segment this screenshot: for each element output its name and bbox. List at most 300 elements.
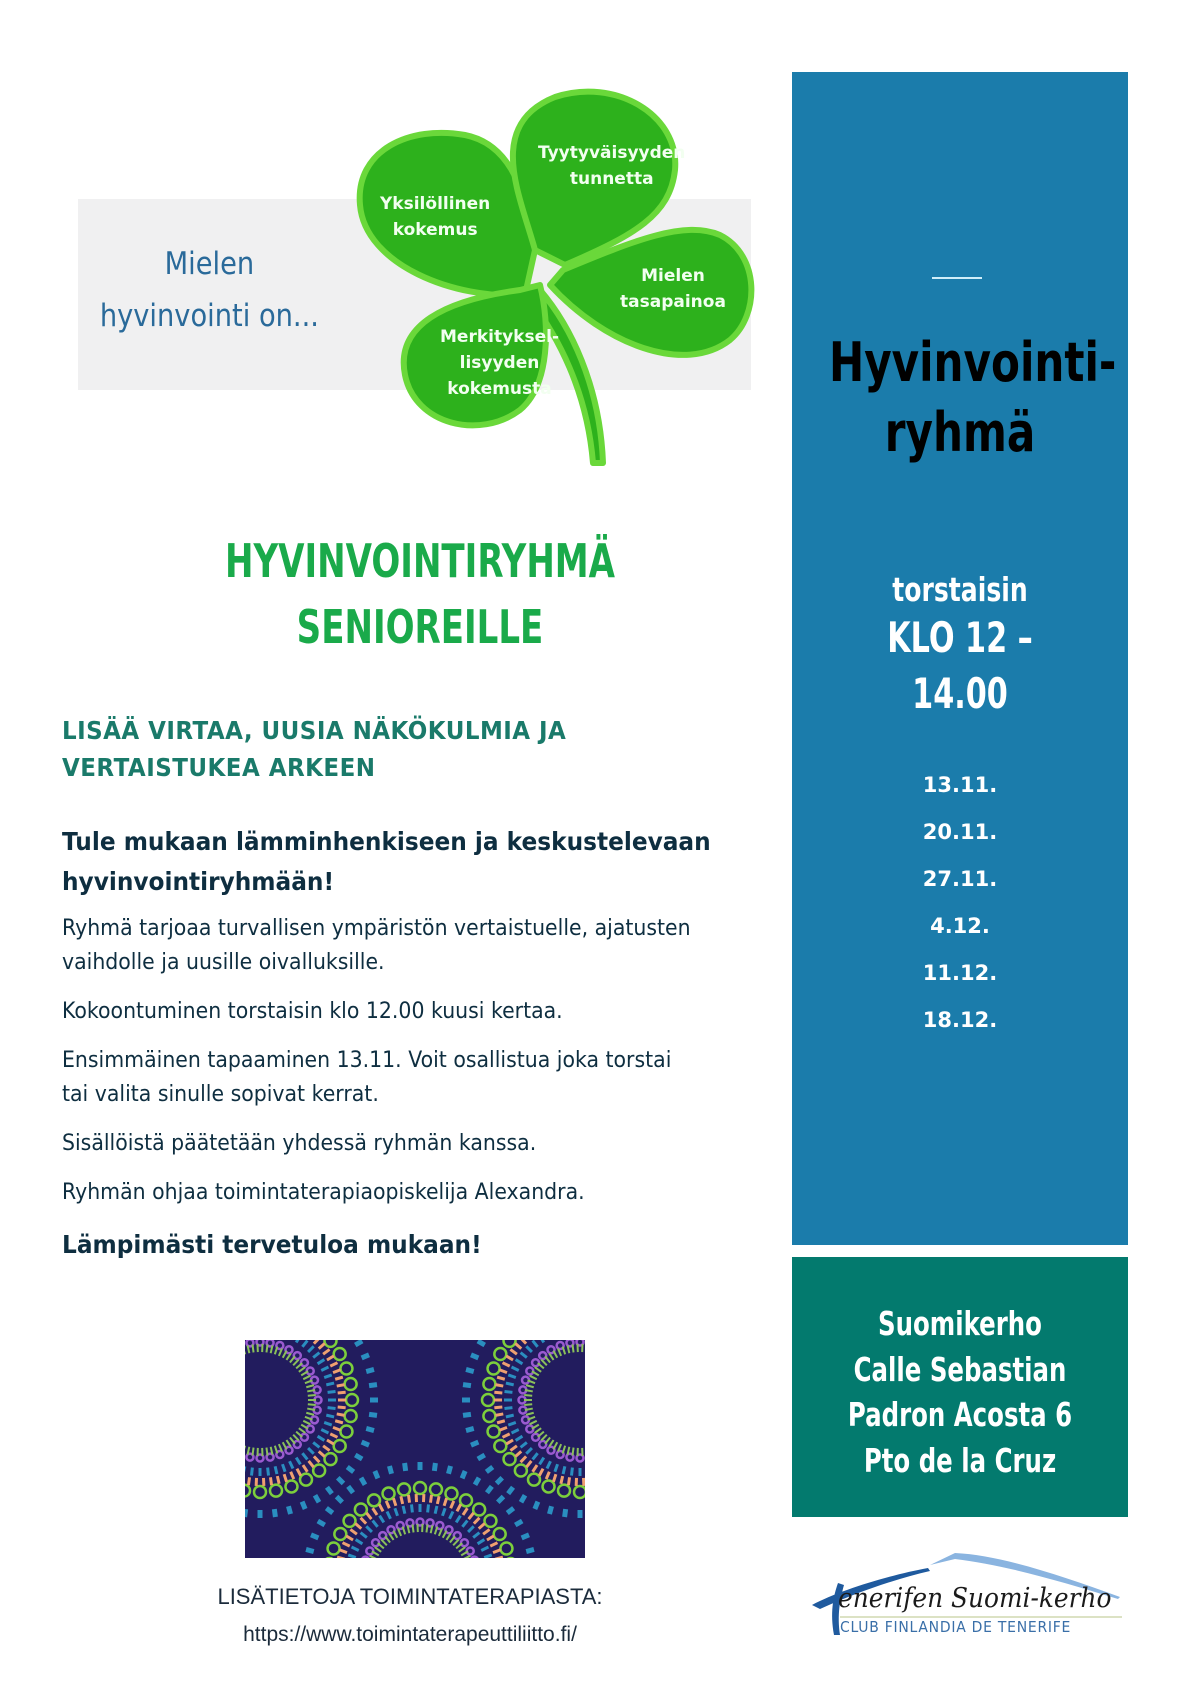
pattern-dot xyxy=(340,1425,352,1437)
paragraph-line: tai valita sinulle sopivat kerrat. xyxy=(62,1082,379,1107)
pattern-tick xyxy=(553,1351,557,1358)
closing-text: Lämpimästi tervetuloa mukaan! xyxy=(62,1230,482,1259)
pattern-tick xyxy=(563,1466,565,1474)
pattern-dot xyxy=(543,1480,555,1492)
pattern-tick xyxy=(512,1430,519,1433)
pattern-tick xyxy=(327,1440,334,1444)
date-item: 27.11. xyxy=(922,867,998,891)
pattern-tick xyxy=(362,1442,369,1445)
pattern-tick xyxy=(395,1508,398,1516)
address-line: Pto de la Cruz xyxy=(863,1440,1057,1480)
clover-leaf-label xyxy=(538,140,685,192)
pattern-dot xyxy=(414,1482,426,1494)
pattern-dot xyxy=(539,1352,546,1359)
pattern-tick xyxy=(507,1508,513,1513)
pattern-tick xyxy=(530,1376,537,1379)
pattern-dot xyxy=(445,1488,457,1500)
leaf-label-line: Merkityksel- xyxy=(440,327,560,347)
pattern-dot xyxy=(345,1378,357,1390)
pattern-dot xyxy=(494,1528,506,1540)
leaf-label-line: Yksilöllinen xyxy=(380,194,491,214)
pattern-tick xyxy=(366,1369,374,1371)
leaf-label-line: lisyyden xyxy=(459,353,540,373)
page-title xyxy=(154,528,687,660)
pattern-tick xyxy=(335,1421,343,1423)
pattern-tick xyxy=(275,1347,277,1355)
pattern-tick xyxy=(306,1549,314,1551)
pattern-tick xyxy=(381,1540,387,1546)
pattern-tick xyxy=(326,1508,332,1513)
pattern-tick xyxy=(297,1469,301,1476)
pattern-tick xyxy=(355,1341,362,1345)
pattern-tick xyxy=(337,1497,343,1503)
pattern-tick xyxy=(375,1471,378,1478)
pattern-dot xyxy=(504,1340,516,1347)
leaf-label-line: kokemusta xyxy=(447,379,552,399)
paragraph-line: Kokoontuminen torstaisin klo 12.00 kuusi kertaa. xyxy=(62,999,563,1024)
pattern-tick xyxy=(373,1521,378,1527)
pattern-tick xyxy=(408,1495,409,1503)
pattern-tick xyxy=(315,1495,319,1502)
pattern-tick xyxy=(526,1461,531,1467)
paragraph-line: Ryhmä tarjoaa turvallisen ympäristön vertaistuelle, ajatusten xyxy=(62,916,691,941)
pattern-tick xyxy=(338,1407,346,1408)
pattern-tick xyxy=(346,1536,353,1540)
address-line: Suomikerho xyxy=(878,1304,1042,1343)
pattern-tick xyxy=(541,1360,547,1366)
tagline-line: VERTAISTUKEA ARKEEN xyxy=(62,753,376,782)
pattern-tick xyxy=(327,1356,334,1360)
pattern-tick xyxy=(504,1408,512,1409)
pattern-dot xyxy=(483,1410,495,1422)
pattern-tick xyxy=(553,1442,557,1449)
pattern-tick xyxy=(306,1385,314,1387)
pattern-tick xyxy=(302,1341,307,1347)
pattern-tick xyxy=(313,1353,319,1358)
pattern-tick xyxy=(530,1421,537,1424)
pattern-dot xyxy=(532,1434,539,1441)
pattern-tick xyxy=(478,1341,485,1345)
pattern-tick xyxy=(333,1370,340,1373)
pattern-tick xyxy=(284,1474,286,1482)
tagline xyxy=(62,712,706,786)
pattern-tick xyxy=(361,1518,367,1524)
pattern-tick xyxy=(462,1521,467,1527)
pattern-tick xyxy=(252,1345,253,1353)
clover-leaf-label xyxy=(380,191,490,243)
pattern-tick xyxy=(369,1385,377,1386)
pattern-tick xyxy=(293,1435,299,1441)
pattern-tick xyxy=(311,1535,318,1538)
pattern-tick xyxy=(473,1533,479,1538)
pattern-dot xyxy=(340,1363,352,1375)
pattern-tick xyxy=(487,1536,494,1540)
leaf-label-line: tasapainoa xyxy=(620,292,726,312)
banner-heading-line: hyvinvointi on... xyxy=(99,298,319,334)
pattern-tick xyxy=(510,1349,516,1354)
paragraph-line: Ryhmän ohjaa toimintaterapiaopiskelija Alexandra. xyxy=(62,1180,585,1205)
pattern-tick xyxy=(497,1377,505,1379)
page-title-line: HYVINVOINTIRYHMÄ xyxy=(224,534,616,588)
paragraph xyxy=(62,912,787,980)
pattern-tick xyxy=(474,1518,480,1524)
pattern-tick xyxy=(403,1506,405,1514)
pattern-tick xyxy=(348,1555,356,1558)
date-item: 13.11. xyxy=(922,773,998,797)
pattern-dot xyxy=(324,1340,336,1347)
more-info-label: LISÄTIETOJA TOIMINTATERAPIASTA: xyxy=(217,1584,603,1609)
pattern-tick xyxy=(335,1377,343,1379)
pattern-tick xyxy=(541,1435,547,1441)
pattern-tick xyxy=(503,1434,510,1437)
pattern-tick xyxy=(521,1442,527,1447)
pattern-tick xyxy=(494,1407,502,1408)
pattern-dot xyxy=(301,1359,308,1366)
pattern-tick xyxy=(313,1442,319,1447)
time-label: KLO 12 – 14.00 xyxy=(887,613,1033,718)
pattern-tick xyxy=(533,1341,538,1347)
pattern-tick xyxy=(251,1468,252,1476)
weekday-label: torstaisin xyxy=(892,570,1028,609)
mandala-pattern-image xyxy=(245,1340,585,1558)
pattern-tick xyxy=(375,1547,381,1552)
pattern-tick xyxy=(565,1509,566,1517)
pattern-tick xyxy=(515,1343,521,1348)
pattern-tick xyxy=(526,1385,534,1387)
pattern-tick xyxy=(468,1526,474,1532)
leaf-label-line: kokemus xyxy=(392,220,478,240)
pattern-tick xyxy=(457,1504,461,1511)
pattern-tick xyxy=(302,1453,307,1459)
pattern-tick xyxy=(526,1346,532,1352)
paragraph-line: Ensimmäinen tapaaminen 13.11. Voit osallistua joka torstai xyxy=(62,1048,672,1073)
pattern-tick xyxy=(510,1446,516,1451)
pattern-tick xyxy=(495,1385,503,1386)
pattern-tick xyxy=(463,1414,471,1415)
leaf-label-line: Mielen xyxy=(641,266,705,286)
pattern-tick xyxy=(355,1455,362,1459)
pattern-tick xyxy=(252,1448,253,1456)
pattern-tick xyxy=(324,1422,332,1425)
pattern-dot xyxy=(539,1441,546,1448)
pattern-tick xyxy=(540,1340,544,1342)
paragraph xyxy=(62,1044,787,1112)
pattern-tick xyxy=(314,1340,320,1344)
pattern-tick xyxy=(471,1442,478,1445)
pattern-tick xyxy=(412,1525,413,1533)
pattern-tick xyxy=(389,1466,391,1474)
pattern-tick xyxy=(435,1506,437,1514)
pattern-tick xyxy=(521,1340,527,1344)
pattern-tick xyxy=(356,1540,363,1544)
pattern-tick xyxy=(490,1543,497,1546)
pattern-tick xyxy=(535,1428,541,1433)
pattern-dot xyxy=(294,1352,301,1359)
pattern-dot xyxy=(504,1453,516,1465)
pattern-tick xyxy=(366,1526,372,1532)
leaf-label-line: Tyytyväisyyden xyxy=(538,143,686,163)
pattern-tick xyxy=(463,1508,467,1515)
pattern-tick xyxy=(469,1513,474,1519)
pattern-tick xyxy=(324,1375,332,1378)
pattern-tick xyxy=(506,1440,513,1444)
pattern-tick xyxy=(274,1509,275,1517)
paragraph xyxy=(62,1176,787,1210)
pattern-tick xyxy=(299,1367,305,1372)
pattern-tick xyxy=(503,1363,510,1366)
paragraph xyxy=(62,1127,787,1161)
pattern-dot xyxy=(355,1504,367,1516)
pattern-dot xyxy=(254,1486,266,1498)
pattern-tick xyxy=(348,1486,353,1492)
pattern-tick xyxy=(326,1415,334,1417)
pattern-tick xyxy=(373,1508,377,1515)
date-item: 20.11. xyxy=(922,820,998,844)
pattern-tick xyxy=(405,1463,406,1471)
pattern-tick xyxy=(506,1383,514,1385)
clover-leaf-label xyxy=(440,324,559,402)
pattern-tick xyxy=(330,1434,337,1437)
pattern-tick xyxy=(450,1536,455,1542)
pattern-tick xyxy=(444,1498,446,1506)
pattern-tick xyxy=(337,1557,345,1558)
pattern-dot xyxy=(344,1515,356,1527)
pattern-tick xyxy=(352,1547,359,1550)
pattern-tick xyxy=(555,1464,558,1472)
pattern-tick xyxy=(347,1467,353,1472)
clover-leaf-label xyxy=(620,263,726,315)
pattern-tick xyxy=(303,1421,310,1424)
more-info-link[interactable]: https://www.toimintaterapeuttiliitto.fi/ xyxy=(243,1623,577,1646)
pattern-tick xyxy=(481,1547,488,1550)
pattern-tick xyxy=(361,1533,367,1538)
pattern-tick xyxy=(333,1427,340,1430)
pattern-tick xyxy=(326,1383,334,1385)
pattern-tick xyxy=(462,1471,465,1478)
banner-heading-line: Mielen xyxy=(164,246,255,282)
pattern-tick xyxy=(318,1436,325,1440)
pattern-tick xyxy=(437,1496,439,1504)
pattern-tick xyxy=(369,1414,377,1415)
pattern-tick xyxy=(327,1487,332,1493)
pattern-dot xyxy=(494,1440,506,1452)
pattern-tick xyxy=(487,1486,492,1492)
pattern-dot xyxy=(328,1543,340,1555)
pattern-tick xyxy=(321,1430,328,1433)
pattern-tick xyxy=(515,1521,522,1525)
pattern-tick xyxy=(291,1472,294,1479)
pattern-dot xyxy=(372,1539,379,1546)
pattern-tick xyxy=(403,1527,405,1535)
pattern-dot xyxy=(345,1410,357,1422)
pattern-tick xyxy=(471,1355,478,1358)
pattern-tick xyxy=(540,1458,544,1465)
pattern-tick xyxy=(522,1535,529,1538)
tagline-line: LISÄÄ VIRTAA, UUSIA NÄKÖKULMIA JA xyxy=(62,716,567,745)
pattern-tick xyxy=(337,1414,345,1415)
pattern-dot xyxy=(483,1378,495,1390)
pattern-tick xyxy=(355,1523,361,1528)
pattern-tick xyxy=(288,1506,290,1514)
pattern-tick xyxy=(370,1556,377,1558)
pattern-tick xyxy=(486,1467,492,1472)
pattern-tick xyxy=(572,1345,573,1353)
pattern-tick xyxy=(428,1504,429,1512)
pattern-tick xyxy=(339,1550,346,1553)
pattern-dot xyxy=(473,1504,485,1516)
pattern-tick xyxy=(296,1458,300,1465)
pattern-tick xyxy=(483,1529,489,1534)
pattern-tick xyxy=(545,1356,550,1362)
pattern-tick xyxy=(521,1495,525,1502)
pattern-tick xyxy=(497,1421,505,1423)
pattern-tick xyxy=(306,1413,314,1415)
pattern-tick xyxy=(463,1385,471,1386)
pattern-tick xyxy=(302,1502,305,1509)
pattern-tick xyxy=(456,1516,460,1523)
pattern-tick xyxy=(366,1513,371,1519)
pattern-tick xyxy=(549,1506,551,1514)
pattern-tick xyxy=(308,1448,314,1454)
pattern-tick xyxy=(362,1355,369,1358)
pattern-dot xyxy=(488,1425,500,1437)
pattern-tick xyxy=(475,1478,479,1485)
lead-text xyxy=(62,822,769,902)
pattern-tick xyxy=(563,1446,565,1454)
pattern-tick xyxy=(453,1540,459,1546)
pattern-tick xyxy=(393,1531,397,1538)
leaf-label-line: tunnetta xyxy=(569,169,654,189)
pattern-dot xyxy=(454,1532,461,1539)
pattern-tick xyxy=(307,1390,315,1391)
pattern-tick xyxy=(466,1428,474,1430)
club-logo xyxy=(800,1535,1130,1635)
pattern-tick xyxy=(319,1451,325,1456)
pattern-tick xyxy=(338,1392,346,1393)
pattern-tick xyxy=(426,1525,427,1533)
pattern-tick xyxy=(521,1456,527,1462)
pattern-dot xyxy=(500,1543,512,1555)
pattern-dot xyxy=(488,1363,500,1375)
banner-heading xyxy=(95,238,324,342)
pattern-tick xyxy=(319,1343,325,1348)
pattern-dot xyxy=(528,1474,540,1486)
pattern-tick xyxy=(479,1523,485,1528)
pattern-tick xyxy=(571,1468,572,1476)
pattern-tick xyxy=(293,1360,299,1366)
logo-name: enerifen Suomi-kerho xyxy=(838,1583,1112,1614)
pattern-tick xyxy=(328,1391,336,1392)
pattern-tick xyxy=(526,1413,534,1415)
sidebar-title-line: ryhmä xyxy=(884,401,1036,464)
pattern-tick xyxy=(308,1346,314,1352)
pattern-tick xyxy=(323,1349,329,1354)
page-title-line: SENIOREILLE xyxy=(296,600,544,654)
pattern-tick xyxy=(506,1356,513,1360)
pattern-tick xyxy=(386,1501,389,1508)
pattern-dot xyxy=(368,1494,380,1506)
pattern-dot xyxy=(346,1394,358,1406)
pattern-tick xyxy=(484,1555,492,1558)
pattern-tick xyxy=(478,1540,485,1544)
pattern-tick xyxy=(497,1478,503,1484)
divider xyxy=(932,277,982,279)
pattern-dot xyxy=(379,1532,386,1539)
pattern-tick xyxy=(290,1461,293,1468)
pattern-tick xyxy=(303,1376,310,1379)
pattern-tick xyxy=(308,1395,316,1396)
pattern-dot xyxy=(430,1483,442,1495)
pattern-tick xyxy=(442,1508,445,1516)
pattern-tick xyxy=(545,1438,550,1444)
pattern-dot xyxy=(245,1485,250,1497)
pattern-dot xyxy=(362,1557,369,1558)
pattern-tick xyxy=(553,1474,555,1482)
lead-line: hyvinvointiryhmään! xyxy=(62,867,335,896)
pattern-tick xyxy=(387,1512,390,1519)
pattern-tick xyxy=(535,1502,538,1509)
date-item: 18.12. xyxy=(922,1008,998,1032)
pattern-tick xyxy=(499,1427,506,1430)
date-list xyxy=(792,762,1128,1044)
description xyxy=(62,822,782,1265)
pattern-tick xyxy=(275,1446,277,1454)
logo-subtitle: CLUB FINLANDIA DE TENERIFE xyxy=(840,1618,1072,1636)
pattern-tick xyxy=(277,1476,279,1484)
pattern-tick xyxy=(508,1422,516,1425)
pattern-tick xyxy=(526,1448,532,1454)
pattern-tick xyxy=(266,1345,267,1353)
pattern-tick xyxy=(561,1476,563,1484)
pattern-tick xyxy=(350,1529,356,1534)
pattern-tick xyxy=(499,1370,506,1373)
pattern-tick xyxy=(338,1478,344,1484)
pattern-tick xyxy=(321,1367,328,1370)
pattern-tick xyxy=(385,1536,390,1542)
pattern-tick xyxy=(539,1469,543,1476)
pattern-tick xyxy=(337,1385,345,1386)
pattern-dot xyxy=(301,1434,308,1441)
pattern-tick xyxy=(524,1404,532,1405)
pattern-dot xyxy=(313,1464,325,1476)
pattern-tick xyxy=(572,1448,573,1456)
pattern-dot xyxy=(398,1483,410,1495)
pattern-tick xyxy=(282,1464,285,1472)
pattern-dot xyxy=(334,1528,346,1540)
pattern-tick xyxy=(366,1428,374,1430)
pattern-tick xyxy=(495,1557,503,1558)
sidebar-title xyxy=(828,328,1117,468)
pattern-tick xyxy=(493,1550,500,1553)
pattern-tick xyxy=(563,1347,565,1355)
pattern-tick xyxy=(283,1442,287,1449)
pattern-tick xyxy=(533,1465,537,1472)
pattern-tick xyxy=(495,1414,503,1415)
pattern-tick xyxy=(516,1360,523,1364)
pattern-tick xyxy=(525,1390,533,1391)
address-line: Calle Sebastian xyxy=(853,1349,1067,1389)
paragraph xyxy=(62,995,787,1029)
pattern-tick xyxy=(526,1549,534,1551)
pattern-tick xyxy=(401,1496,403,1504)
pattern-tick xyxy=(516,1436,523,1440)
pattern-tick xyxy=(547,1461,550,1468)
pattern-dot xyxy=(460,1494,472,1506)
pattern-dot xyxy=(471,1557,478,1558)
pattern-tick xyxy=(450,1512,453,1519)
pattern-tick xyxy=(299,1428,305,1433)
pattern-dot xyxy=(334,1348,346,1360)
